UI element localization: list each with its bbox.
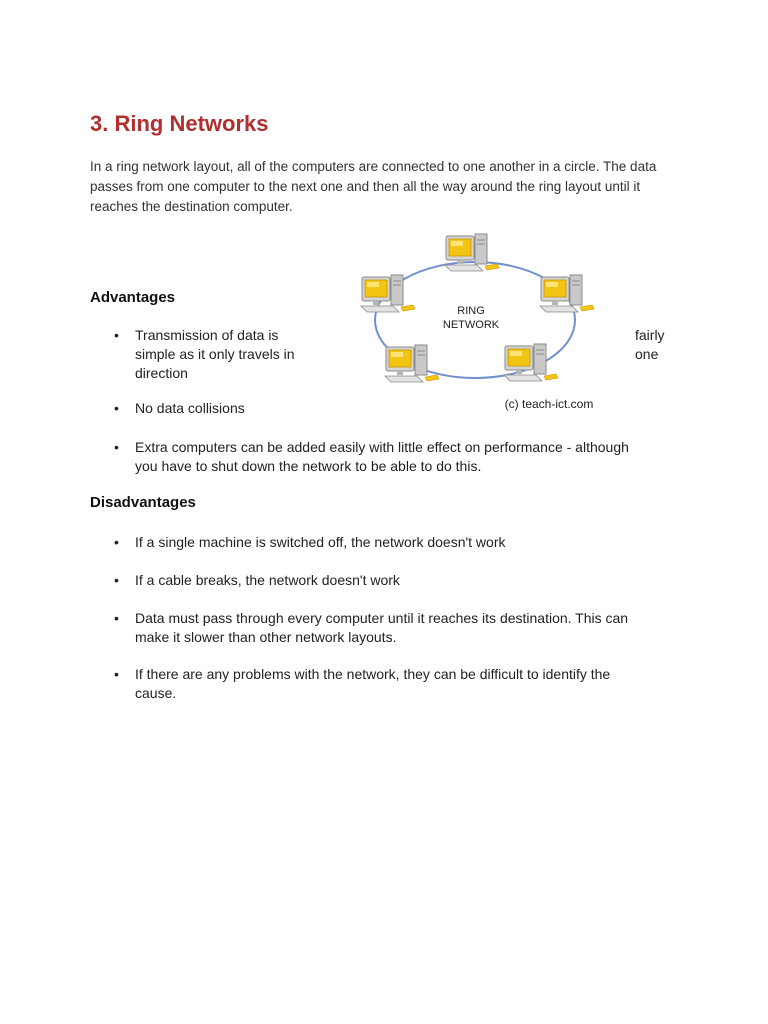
computer-icon (504, 344, 558, 381)
disadvantage-line: make it slower than other network layouts. (135, 629, 397, 645)
disadvantage-line: If a single machine is switched off, the network doesn't work (135, 534, 506, 550)
bullet-dot: • (114, 666, 119, 682)
diagram-credit: (c) teach-ict.com (504, 397, 594, 411)
intro-paragraph (90, 157, 690, 217)
bullet-dot: • (114, 534, 119, 550)
bullet-dot: • (114, 400, 119, 416)
advantage-line: No data collisions (135, 400, 245, 416)
intro-line: In a ring network layout, all of the computers are connected to one another in a circle. The data (90, 159, 657, 174)
diagram-label-ring: RING (457, 305, 485, 317)
bullet-dot: • (114, 610, 119, 626)
disadvantage-line: If there are any problems with the network, they can be difficult to identify the (135, 666, 611, 682)
advantage-line: simple as it only travels in (135, 346, 295, 362)
intro-line: passes from one computer to the next one and then all the way around the ring layout until it (90, 179, 641, 194)
disadvantage-line: cause. (135, 685, 177, 701)
disadvantage-line: Data must pass through every computer until it reaches its destination. This can (135, 610, 629, 626)
disadvantages-heading: Disadvantages (90, 494, 196, 511)
computer-icon (361, 275, 415, 312)
computer-icon (540, 275, 594, 312)
bullet-dot: • (114, 327, 119, 343)
advantage-line: you have to shut down the network to be able to do this. (135, 458, 482, 474)
bullet-dot: • (114, 439, 119, 455)
advantage-line: Extra computers can be added easily with little effect on performance - although (135, 439, 629, 455)
advantage-line: Transmission of data is (135, 327, 279, 343)
bullet-dot: • (114, 572, 119, 588)
computer-icon (385, 345, 439, 382)
intro-line: reaches the destination computer. (90, 199, 293, 214)
diagram-label-network: NETWORK (442, 319, 500, 331)
advantage-line: direction (135, 365, 188, 381)
disadvantage-line: If a cable breaks, the network doesn't work (135, 572, 400, 588)
advantage-wrap-text: one (635, 346, 659, 362)
ring-network-diagram (355, 228, 605, 418)
computer-icon (445, 234, 499, 271)
advantages-heading: Advantages (90, 289, 176, 306)
advantage-wrap-text: fairly (635, 327, 665, 343)
page-title: 3. Ring Networks (90, 111, 269, 136)
